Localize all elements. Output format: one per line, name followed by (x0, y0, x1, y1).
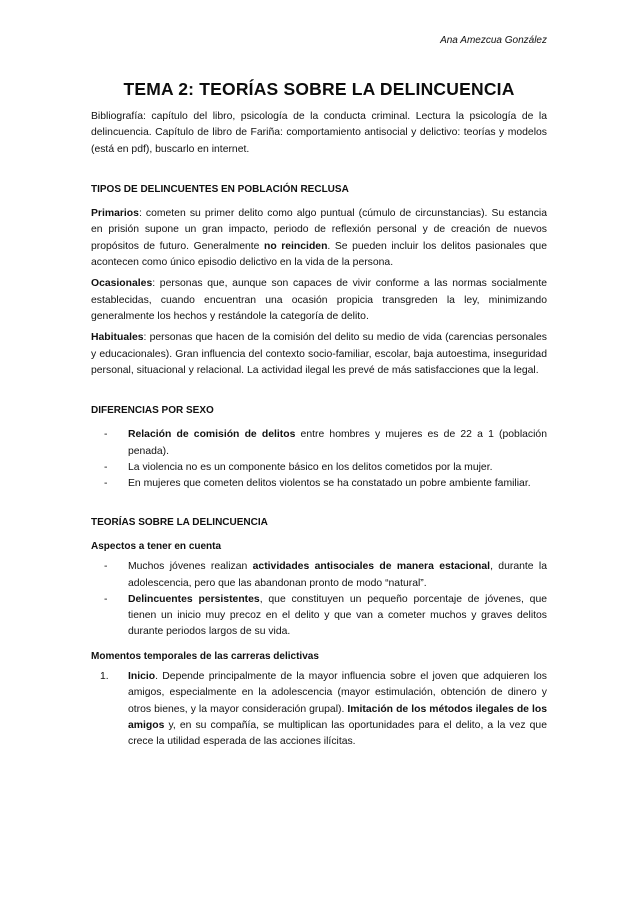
list-item: - Muchos jóvenes realizan actividades antisociales de manera estacional, durante la adolescencia, pero que las abandonan pronto de modo “natural”. (104, 561, 547, 589)
section-heading-teorias: TEORÍAS SOBRE LA DELINCUENCIA (91, 516, 268, 528)
list-item: 1. Inicio. Depende principalmente de la mayor influencia sobre el joven que adquieren los amigos, especialmente en la adolescencia (mayor estimulación, obtención de dinero y otros bienes, y la mayor consideración grupal). Imitación de los métodos ilegales de los amigos y, en su compañía, se multiplican las oportunidades para el delito, a la vez que crece la utilidad esperada de las acciones ilícitas. (100, 671, 547, 748)
term-ocasionales: Ocasionales (91, 278, 153, 290)
list-item: - En mujeres que cometen delitos violentos se ha constatado un pobre ambiente familiar. (104, 478, 531, 490)
document-body (91, 109, 547, 751)
page-title: TEMA 2: TEORÍAS SOBRE LA DELINCUENCIA (123, 79, 515, 99)
bibliography-paragraph: Bibliografía: capítulo del libro, psicología de la conducta criminal. Lectura la psicología de la delincuencia. Capítulo de libro de Fariña: comportamiento antisocial y delictivo: teorías y modelos (está en pdf), buscarlo en internet. (91, 111, 547, 155)
list-item: - La violencia no es un componente básico en los delitos cometidos por la mujer. (104, 462, 493, 474)
term-primarios: Primarios (91, 208, 139, 220)
paragraph-habituales: Habituales: personas que hacen de la comisión del delito su medio de vida (carencias personales y educacionales). Gran influencia del contexto socio-familiar, escolar, baja autoestima, inseguridad personal, situacional y relacional. La actividad ilegal les prevé de más satisfacciones que la legal. (91, 332, 547, 376)
list-diferencias-sexo (91, 427, 547, 492)
author-name: Ana Amezcua González (440, 35, 547, 46)
paragraph-ocasionales: Ocasionales: personas que, aunque son capaces de vivir conforme a las normas socialmente establecidas, cuando encuentran una ocasión propicia transgreden la ley, minimizando generalmente los hechos y restándole la categoría de delito. (91, 278, 547, 322)
list-item: - Relación de comisión de delitos entre hombres y mujeres es de 22 a 1 (población penada). (104, 429, 547, 457)
bold-no-reinciden: no reinciden (263, 240, 328, 252)
paragraph-primarios: Primarios: cometen su primer delito como algo puntual (cúmulo de circunstancias). Su estancia en prisión supone un gran impacto, periodo de reflexión personal y de creación de nuevos propósitos de futuro. Generalmente no reinciden. Se pueden incluir los delitos pasionales que acontecen como único episodio delictivo en la vida de la persona. (91, 208, 547, 269)
term-habituales: Habituales (91, 332, 144, 344)
list-item: - Delincuentes persistentes, que constituyen un pequeño porcentaje de jóvenes, que tienen un inicio muy precoz en el delito y que van a cometer muchos y graves delitos durante periodos largos de su vida. (104, 593, 548, 638)
subheading-aspectos: Aspectos a tener en cuenta (91, 540, 222, 552)
section-heading-sexo: DIFERENCIAS POR SEXO (91, 405, 214, 417)
list-momentos (91, 669, 547, 750)
subheading-momentos: Momentos temporales de las carreras delictivas (91, 650, 319, 662)
list-aspectos (91, 559, 547, 640)
section-heading-tipos: TIPOS DE DELINCUENTES EN POBLACIÓN RECLUSA (91, 183, 349, 195)
